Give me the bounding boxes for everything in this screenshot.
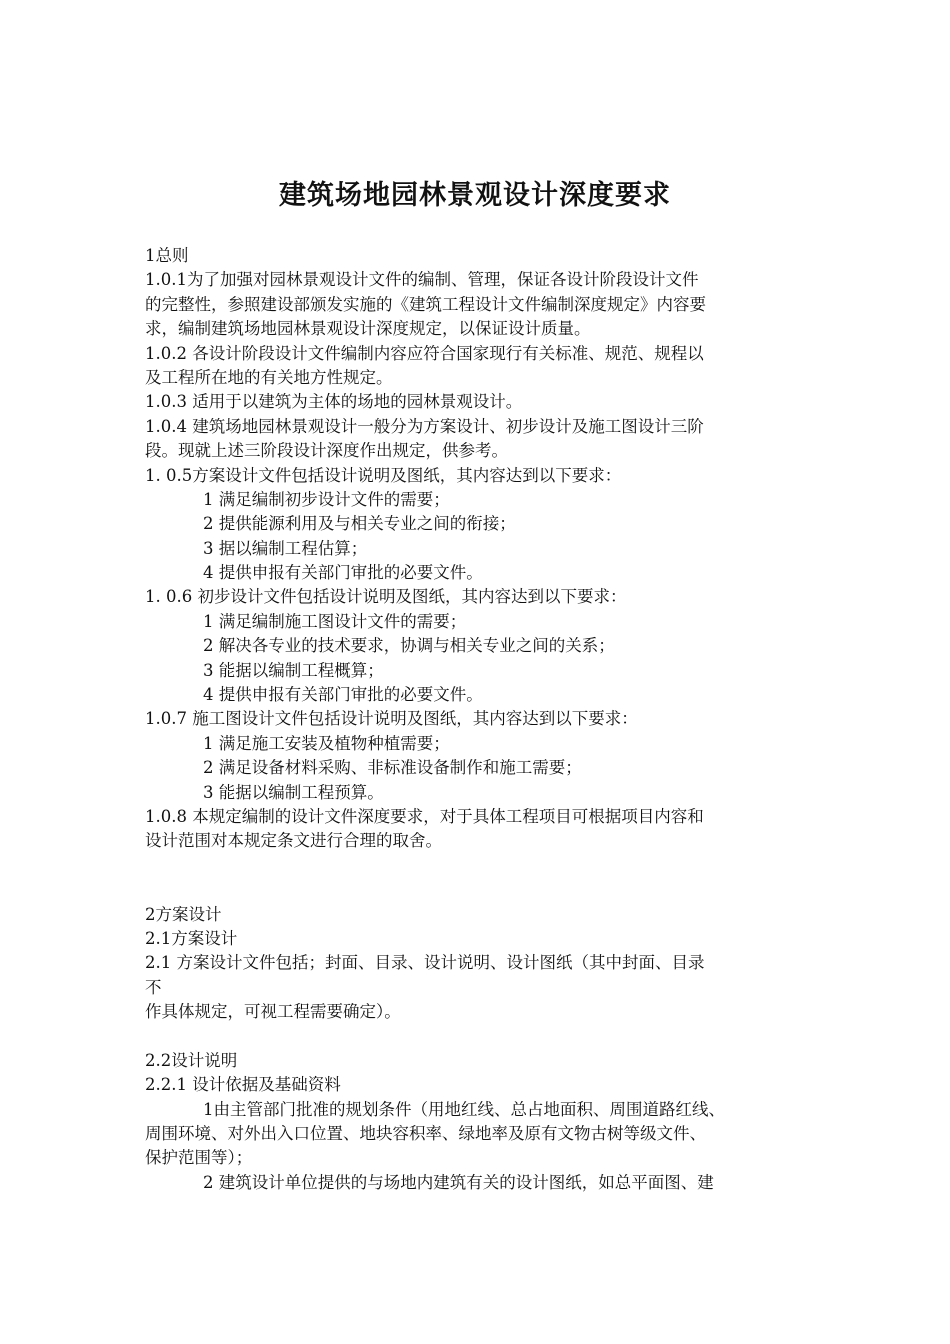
paragraph-line: 2 建筑设计单位提供的与场地内建筑有关的设计图纸，如总平面图、建 <box>203 1172 714 1192</box>
paragraph-line: 1由主管部门批准的规划条件（用地红线、总占地面积、周围道路红线、 <box>203 1099 725 1119</box>
list-item: 1 满足编制施工图设计文件的需要； <box>203 611 467 631</box>
document-title: 建筑场地园林景观设计深度要求 <box>279 180 671 211</box>
paragraph-line: 不 <box>145 977 162 997</box>
paragraph-line: 周围环境、对外出入口位置、地块容积率、绿地率及原有文物古树等级文件、 <box>145 1124 706 1144</box>
list-item: 4 提供申报有关部门审批的必要文件。 <box>203 563 483 583</box>
list-item: 3 能据以编制工程预算。 <box>203 782 384 802</box>
subsection-heading: 2.2设计说明 <box>145 1050 238 1070</box>
paragraph-line: 1. 0.5方案设计文件包括设计说明及图纸，其内容达到以下要求： <box>145 465 622 485</box>
blank-space <box>145 854 807 903</box>
list-item: 1 满足编制初步设计文件的需要； <box>203 489 450 509</box>
document-body <box>145 244 807 1195</box>
paragraph-line: 及工程所在地的有关地方性规定。 <box>145 367 393 387</box>
list-item: 3 据以编制工程估算； <box>203 538 368 558</box>
paragraph-line: 1.0.7 施工图设计文件包括设计说明及图纸，其内容达到以下要求： <box>145 709 638 729</box>
paragraph-line: 的完整性，参照建设部颁发实施的《建筑工程设计文件编制深度规定》内容要 <box>145 294 706 314</box>
blank-space <box>145 1025 807 1049</box>
paragraph-line: 作具体规定，可视工程需要确定）。 <box>145 1002 401 1022</box>
paragraph-line: 设计范围对本规定条文进行合理的取舍。 <box>145 831 442 851</box>
section-heading: 1总则 <box>145 246 189 265</box>
paragraph-line: 1.0.8 本规定编制的设计文件深度要求，对于具体工程项目可根据项目内容和 <box>145 806 704 826</box>
section-heading: 2方案设计 <box>145 904 222 924</box>
paragraph-line: 保护范围等）； <box>145 1148 253 1168</box>
paragraph-line: 1. 0.6 初步设计文件包括设计说明及图纸，其内容达到以下要求： <box>145 587 627 607</box>
paragraph-line: 1.0.4 建筑场地园林景观设计一般分为方案设计、初步设计及施工图设计三阶 <box>145 416 704 436</box>
list-item: 2 解决各专业的技术要求，协调与相关专业之间的关系； <box>203 636 615 656</box>
paragraph-line: 1.0.3 适用于以建筑为主体的场地的园林景观设计。 <box>145 392 523 412</box>
list-item: 2 提供能源利用及与相关专业之间的衔接； <box>203 514 516 534</box>
paragraph-line: 1.0.1为了加强对园林景观设计文件的编制、管理，保证各设计阶段设计文件 <box>145 270 699 290</box>
paragraph-line: 1.0.2 各设计阶段设计文件编制内容应符合国家现行有关标准、规范、规程以 <box>145 343 704 363</box>
paragraph-line: 2.2.1 设计依据及基础资料 <box>145 1075 341 1095</box>
list-item: 4 提供申报有关部门审批的必要文件。 <box>203 685 483 705</box>
list-item: 1 满足施工安装及植物种植需要； <box>203 733 450 753</box>
list-item: 3 能据以编制工程概算； <box>203 660 384 680</box>
paragraph-line: 段。现就上述三阶段设计深度作出规定，供参考。 <box>145 441 508 461</box>
list-item: 2 满足设备材料采购、非标准设备制作和施工需要； <box>203 758 582 778</box>
subsection-heading: 2.1方案设计 <box>145 928 238 948</box>
paragraph-line: 2.1 方案设计文件包括；封面、目录、设计说明、设计图纸（其中封面、目录 <box>145 953 705 973</box>
paragraph-line: 求，编制建筑场地园林景观设计深度规定，以保证设计质量。 <box>145 319 591 339</box>
